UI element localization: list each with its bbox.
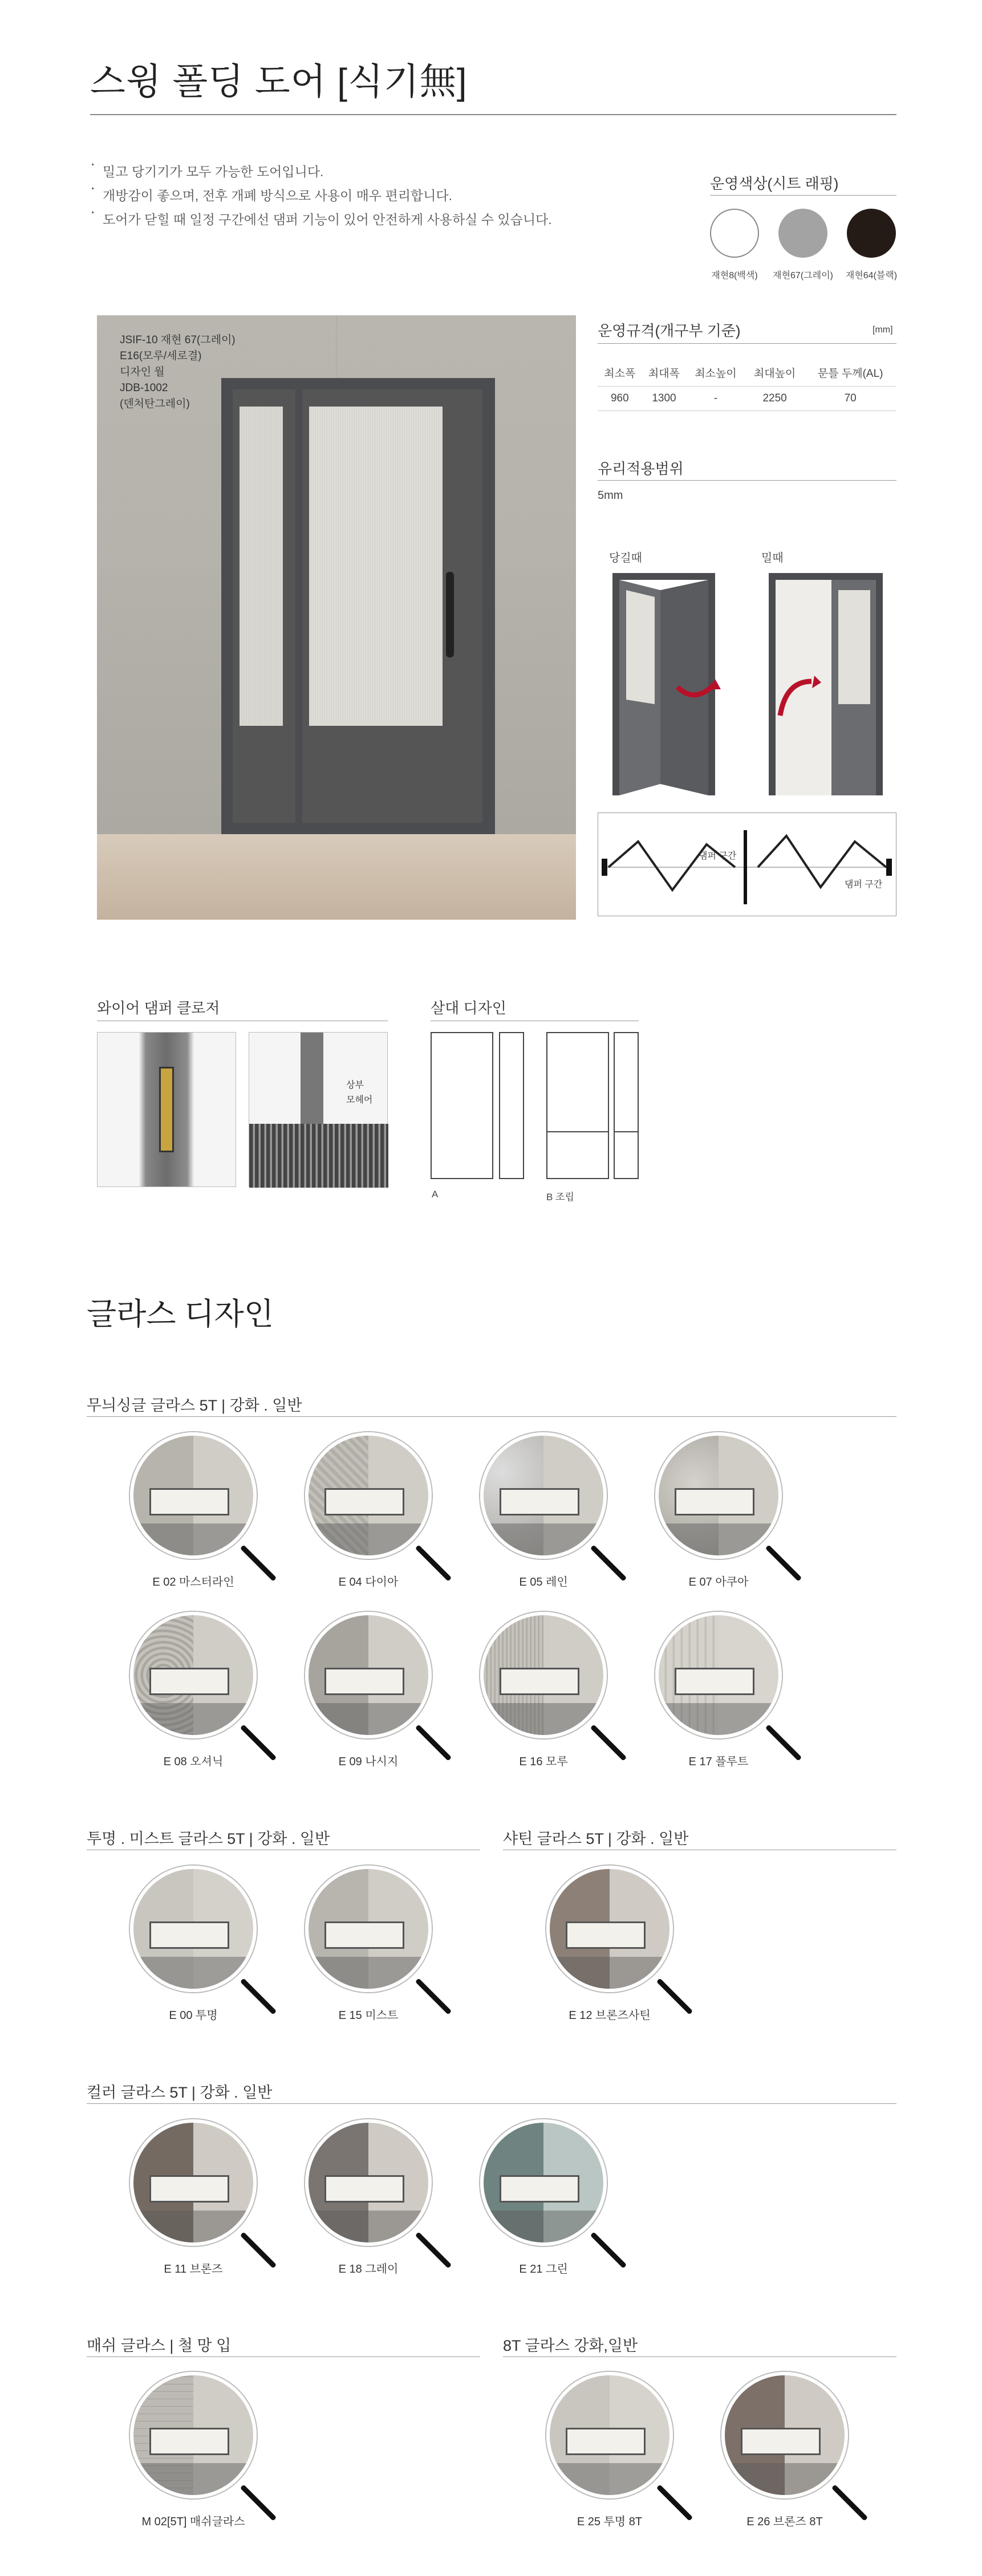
glass-group-title: 컬러 글라스 5T | 강화 . 일반 bbox=[87, 2084, 273, 2101]
glass-label: E 07 아쿠아 bbox=[688, 1576, 749, 1588]
glass-preview bbox=[480, 1612, 607, 1738]
caption-line: (덴처탄그레이) bbox=[120, 398, 190, 410]
feature-item: · 개방감이 좋으며, 전후 개폐 방식으로 사용이 매우 편리합니다. bbox=[90, 184, 552, 208]
wire-damper-title: 와이어 댐퍼 클로저 bbox=[97, 999, 220, 1017]
glass-option[interactable] bbox=[305, 1612, 453, 1783]
damper-label: 댐퍼 구간 bbox=[699, 851, 737, 861]
glass-range-title: 유리적용범위 bbox=[598, 460, 684, 477]
glass-option[interactable] bbox=[655, 1612, 804, 1783]
glass-label: E 15 미스트 bbox=[338, 2009, 399, 2022]
spec-header: 최소폭 bbox=[598, 359, 642, 387]
glass-option[interactable] bbox=[305, 2119, 453, 2290]
glass-option[interactable] bbox=[480, 1612, 628, 1783]
bar-rail bbox=[615, 1131, 638, 1132]
glass-label: E 09 나시지 bbox=[338, 1756, 399, 1768]
bar-design-label: A bbox=[432, 1189, 439, 1200]
glass-preview bbox=[130, 1432, 257, 1559]
glass-preview bbox=[546, 2372, 673, 2498]
damper-zone-diagram bbox=[598, 812, 896, 916]
glass-group-title: 투명 . 미스트 글라스 5T | 강화 . 일반 bbox=[87, 1830, 330, 1847]
spec-value: 70 bbox=[804, 387, 896, 411]
damper-part bbox=[159, 1067, 174, 1152]
push-label: 밀때 bbox=[761, 552, 784, 564]
bar-design-b-right bbox=[614, 1032, 639, 1179]
glass-label: E 21 그린 bbox=[519, 2263, 568, 2276]
glass-label: E 16 모루 bbox=[519, 1756, 568, 1768]
spec-value: - bbox=[686, 387, 745, 411]
door-leaf-left bbox=[233, 389, 295, 823]
glass-group-title: 샤틴 글라스 5T | 강화 . 일반 bbox=[503, 1830, 689, 1847]
glass-group-title: 무늬싱글 글라스 5T | 강화 . 일반 bbox=[87, 1397, 302, 1414]
glass-option[interactable] bbox=[546, 2372, 695, 2543]
glass-option[interactable] bbox=[130, 2372, 278, 2543]
glass-group-title: 매쉬 글라스 | 철 망 입 bbox=[87, 2337, 232, 2354]
color-options-title: 운영색상(시트 래핑) bbox=[710, 175, 839, 192]
glass-option[interactable] bbox=[130, 2119, 278, 2290]
door-top-rail bbox=[249, 1124, 388, 1188]
glass-label: E 17 플루트 bbox=[688, 1756, 749, 1768]
glass-preview bbox=[721, 2372, 848, 2498]
color-label: 재현8(백색) bbox=[711, 271, 758, 281]
spec-value: 1300 bbox=[642, 387, 687, 411]
divider bbox=[87, 2356, 480, 2357]
glass-range-value: 5mm bbox=[598, 489, 623, 502]
divider bbox=[710, 195, 896, 196]
divider bbox=[503, 2356, 896, 2357]
spec-header: 최소높이 bbox=[686, 359, 745, 387]
glass-option[interactable] bbox=[130, 1866, 278, 2037]
color-label: 재현67(그레이) bbox=[773, 271, 833, 281]
divider bbox=[87, 1416, 896, 1417]
door-opening-diagram bbox=[609, 567, 896, 801]
feature-item: · 밀고 당기기가 모두 가능한 도어입니다. bbox=[90, 160, 552, 184]
damper-label: 댐퍼 구간 bbox=[845, 880, 883, 889]
glass-label: E 04 다이아 bbox=[338, 1576, 399, 1588]
glass-option[interactable] bbox=[721, 2372, 870, 2543]
bar-design-label: B 조립 bbox=[546, 1192, 574, 1202]
caption-line: 디자인 월 bbox=[120, 366, 165, 378]
bar-design-title: 살대 디자인 bbox=[431, 999, 506, 1017]
glass-option[interactable] bbox=[130, 1612, 278, 1783]
floor bbox=[97, 834, 576, 920]
glass-label: E 12 브론즈사틴 bbox=[569, 2009, 651, 2022]
caption-line: JDB-1002 bbox=[120, 382, 168, 394]
glass-label: E 02 마스터라인 bbox=[152, 1576, 234, 1588]
glass-design-title: 글라스 디자인 bbox=[87, 1297, 274, 1331]
glass-panel bbox=[240, 407, 283, 726]
glass-group-title: 8T 글라스 강화,일반 bbox=[503, 2337, 638, 2354]
glass-preview bbox=[480, 1432, 607, 1559]
bar-rail bbox=[547, 1131, 608, 1132]
door-handle bbox=[446, 572, 454, 657]
glass-preview bbox=[130, 2119, 257, 2246]
caption-line: E16(모루/세로결) bbox=[120, 350, 202, 362]
glass-preview bbox=[130, 2372, 257, 2498]
glass-preview bbox=[480, 2119, 607, 2246]
glass-preview bbox=[305, 1612, 432, 1738]
product-photo bbox=[97, 315, 576, 920]
glass-option[interactable] bbox=[480, 1432, 628, 1603]
page-title: 스윙 폴딩 도어 [식기無] bbox=[90, 61, 468, 102]
caption-line: JSIF-10 재현 67(그레이) bbox=[120, 334, 236, 346]
glass-label: E 26 브론즈 8T bbox=[746, 2516, 823, 2528]
spec-header: 최대폭 bbox=[642, 359, 687, 387]
bar-design-a-right bbox=[499, 1032, 524, 1179]
spec-unit: [mm] bbox=[873, 325, 893, 335]
glass-preview bbox=[130, 1612, 257, 1738]
glass-label: E 11 브론즈 bbox=[164, 2263, 223, 2276]
spec-header: 최대높이 bbox=[745, 359, 805, 387]
color-swatch-black[interactable] bbox=[847, 209, 896, 258]
glass-option[interactable] bbox=[305, 1432, 453, 1603]
door-frame bbox=[221, 378, 495, 834]
damper-part bbox=[301, 1033, 323, 1129]
photo-caption bbox=[120, 332, 236, 412]
glass-label: E 00 투명 bbox=[169, 2009, 218, 2022]
bar-design-b-left bbox=[546, 1032, 609, 1179]
glass-preview bbox=[305, 2119, 432, 2246]
glass-option[interactable] bbox=[305, 1866, 453, 2037]
glass-option[interactable] bbox=[655, 1432, 804, 1603]
spec-header-row bbox=[598, 359, 896, 387]
divider bbox=[87, 2103, 896, 2104]
spec-value: 2250 bbox=[745, 387, 805, 411]
spec-header: 문틀 두께(AL) bbox=[804, 359, 896, 387]
glass-preview bbox=[655, 1432, 782, 1559]
divider bbox=[598, 480, 896, 481]
damper-photo-2 bbox=[249, 1032, 388, 1187]
title-divider bbox=[90, 114, 896, 115]
glass-label: E 08 오셔닉 bbox=[163, 1756, 224, 1768]
glass-label: E 25 투명 8T bbox=[577, 2516, 643, 2528]
glass-preview bbox=[305, 1866, 432, 1992]
damper-svg bbox=[598, 813, 896, 916]
glass-preview bbox=[130, 1866, 257, 1992]
feature-item: · 도어가 닫힐 때 일정 구간에선 댐퍼 기능이 있어 안전하게 사용하실 수 있습니다. bbox=[90, 208, 552, 231]
damper-photo-caption: 상부 모헤어 bbox=[346, 1080, 373, 1105]
glass-label: M 02[5T] 매쉬글라스 bbox=[141, 2516, 245, 2528]
spec-title: 운영규격(개구부 기준) bbox=[598, 322, 741, 339]
feature-list bbox=[90, 160, 552, 231]
bar-design-a-left bbox=[431, 1032, 493, 1179]
color-swatch-gray[interactable] bbox=[778, 209, 827, 258]
door-leaf-right bbox=[302, 389, 482, 823]
glass-label: E 05 레인 bbox=[519, 1576, 568, 1588]
glass-panel bbox=[309, 407, 443, 726]
glass-preview bbox=[546, 1866, 673, 1992]
glass-option[interactable] bbox=[130, 1432, 278, 1603]
divider bbox=[598, 343, 896, 344]
spec-value-row bbox=[598, 387, 896, 411]
color-swatch-white[interactable] bbox=[710, 209, 759, 258]
damper-photo-1 bbox=[97, 1032, 236, 1187]
glass-preview bbox=[655, 1612, 782, 1738]
glass-option[interactable] bbox=[480, 2119, 628, 2290]
glass-option[interactable] bbox=[546, 1866, 695, 2037]
glass-label: E 18 그레이 bbox=[338, 2263, 399, 2276]
glass-preview bbox=[305, 1432, 432, 1559]
pull-label: 당길때 bbox=[609, 552, 642, 564]
spec-table bbox=[598, 359, 896, 411]
color-label: 재현64(블랙) bbox=[845, 271, 898, 281]
spec-value: 960 bbox=[598, 387, 642, 411]
